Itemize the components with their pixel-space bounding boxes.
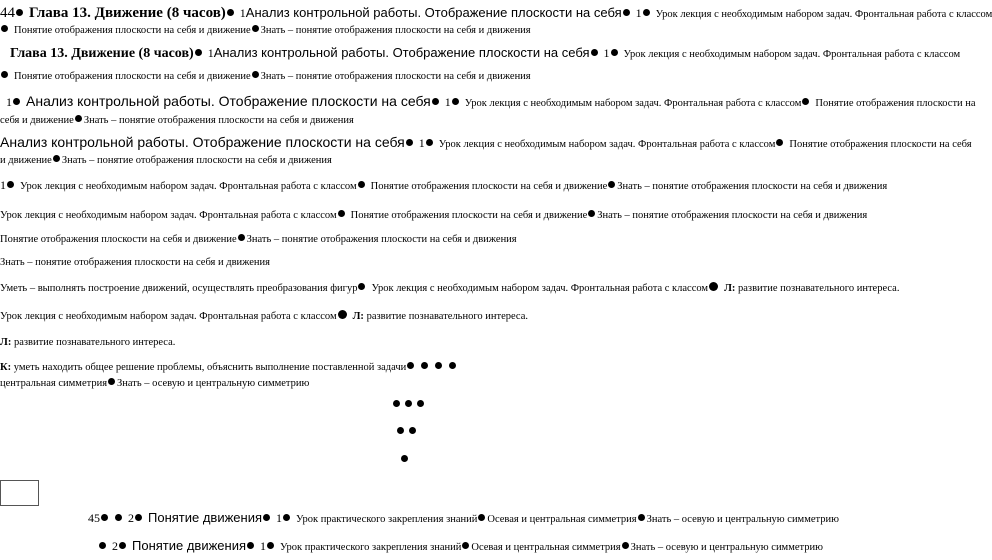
hours: 1 [260,539,267,553]
dot-icon [397,427,404,434]
row-10 [0,307,816,323]
row-2 [10,45,961,61]
hours: 2 [112,539,118,553]
bullet-icon [776,139,783,146]
hours: 1 [276,511,283,525]
lesson-type: Урок лекция с необходимым набором задач. Фронтальная работа с классом [371,283,709,294]
dot-icon [401,455,408,462]
bullet-icon [247,542,254,549]
row-44 [0,5,992,21]
concept: Понятие отображения плоскости на себя и движение [0,234,237,245]
bullet-icon [623,9,630,16]
dot-icon [405,400,412,407]
dots-group-two [397,427,416,434]
symmetry: центральная симметрия [0,378,108,389]
bullet-icon [195,49,202,56]
bullet-icon [407,362,414,369]
skill: Уметь – выполнять построение движений, осуществлять преобразования фигур [0,283,358,294]
bullet-icon [452,98,459,105]
row-4-cont [0,151,816,167]
bullet-icon [119,542,126,549]
hours: 2 [128,511,134,525]
dot-icon [409,427,416,434]
bullet-icon [611,49,618,56]
dots-group-one [401,455,408,462]
know: Знать – понятие отображения плоскости на себя и движения [260,71,531,82]
bullet-icon [449,362,456,369]
lesson-type: Урок лекция с необходимым набором задач. Фронтальная работа с классом [655,9,992,20]
bullet-icon [135,514,142,521]
bullet-icon [115,514,122,521]
row-6 [0,206,868,222]
row-12-cont [0,374,816,390]
row-2-cont [0,67,816,83]
bullet-icon [1,71,8,78]
lesson-type: Урок лекция с необходимым набором задач. Фронтальная работа с классом [0,210,337,221]
hours: 1 [207,46,214,60]
bullet-icon [435,362,442,369]
know: Знать – осевую и центральную симметрию [646,514,839,525]
row-3 [6,93,976,110]
empty-box [0,480,39,506]
lesson-type: Урок лекция с необходимым набором задач. Фронтальная работа с классом [0,311,337,322]
bullet-icon [263,514,270,521]
lesson-title: Анализ контрольной работы. Отображение плоскости на себя [26,93,431,109]
hours: 1 [603,46,610,60]
l-text: развитие познавательного интереса. [363,311,528,322]
bullet-icon [101,514,108,521]
topic: Понятие движения [148,510,263,525]
row-8 [0,253,816,269]
bullet-icon [421,362,428,369]
lesson-type: Урок лекция с необходимым набором задач. Фронтальная работа с классом [438,139,776,150]
hours: 1 [635,6,642,20]
chapter-title: Глава 13. Движение (8 часов) [29,5,226,21]
hours: 1 [0,178,6,192]
k-text: уметь находить общее решение проблемы, объяснить выполнение поставленной задачи [11,362,407,373]
bullet-icon [99,542,106,549]
concept: Понятие отображения плоскости на себя и движение [14,25,251,36]
bullet-icon [643,9,650,16]
hours: 1 [239,6,246,20]
row-12 [0,358,816,374]
dot-icon [417,400,424,407]
row-11 [0,333,816,349]
bullet-icon [338,210,345,217]
bullet-icon [267,542,274,549]
row-14 [98,538,823,554]
bullet-icon [1,25,8,32]
know: Знать – понятие отображения плоскости на себя и движения [61,155,332,166]
bullet-icon [16,9,23,16]
content: Осевая и центральная симметрия [487,514,637,525]
know: Знать – понятие отображения плоскости на себя и движения [260,25,531,36]
bullet-icon [283,514,290,521]
know: Знать – осевую и центральную симметрию [630,542,823,553]
row-9 [0,279,900,295]
bullet-icon [638,514,645,521]
bullet-icon [406,139,413,146]
hours: 1 [6,95,12,109]
lesson-type: Урок лекция с необходимым набором задач. Фронтальная работа с классом [623,49,961,60]
concept-end: и движение [0,155,52,166]
topic: Понятие движения [132,538,247,553]
bullet-icon [53,155,60,162]
bullet-icon [426,139,433,146]
lesson-title: Анализ контрольной работы. Отображение плоскости на себя [0,134,405,150]
lesson-title: Анализ контрольной работы. Отображение плоскости на себя [245,5,622,20]
l-label: Л: [0,337,12,348]
lesson-title: Анализ контрольной работы. Отображение плоскости на себя [213,45,590,60]
bullet-icon [588,210,595,217]
chapter-title: Глава 13. Движение (8 часов) [10,46,194,61]
row-7 [0,230,816,246]
concept-start: Понятие отображения плоскости на [815,98,976,109]
bullet-icon [108,378,115,385]
bullet-icon [478,514,485,521]
bullet-icon [608,181,615,188]
bullet-icon [802,98,809,105]
know: Знать – понятие отображения плоскости на себя и движения [83,115,354,126]
row-3-cont [0,111,816,127]
bullet-icon [358,283,365,290]
bullet-icon [622,542,629,549]
know: Знать – понятие отображения плоскости на себя и движения [597,210,868,221]
hours: 1 [444,95,451,109]
lesson-number: 45 [88,511,100,525]
lesson-type: Урок лекция с необходимым набором задач. Фронтальная работа с классом [20,181,357,192]
dot-icon [393,400,400,407]
bullet-icon [252,25,259,32]
concept-end: себя и движение [0,115,74,126]
lesson-type: Урок практического закрепления знаний [280,542,462,553]
l-text: развитие познавательного интереса. [735,283,900,294]
concept: Понятие отображения плоскости на себя и движение [350,210,588,221]
content: Осевая и центральная симметрия [471,542,621,553]
bullet-icon [7,181,14,188]
l-label: Л: [724,283,736,294]
know: Знать – понятие отображения плоскости на себя и движения [0,257,270,268]
bullet-icon [338,310,347,319]
hours: 1 [418,136,425,150]
concept: Понятие отображения плоскости на себя и движение [370,181,608,192]
bullet-icon [709,282,718,291]
bullet-icon [358,181,365,188]
bullet-icon [432,98,439,105]
know-symmetry: Знать – осевую и центральную симметрию [117,378,310,389]
bullet-icon [591,49,598,56]
concept-start: Понятие отображения плоскости на себя [789,139,972,150]
lesson-number: 44 [0,5,15,21]
row-45 [88,510,839,526]
bullet-icon [252,71,259,78]
dots-group-three [393,400,424,407]
bullet-icon [238,234,245,241]
l-text: развитие познавательного интереса. [11,337,176,348]
bullet-icon [462,542,469,549]
k-label: К: [0,362,12,373]
row-5 [0,177,888,193]
know: Знать – понятие отображения плоскости на себя и движения [246,234,517,245]
row-4 [0,134,972,151]
lesson-type: Урок практического закрепления знаний [296,514,478,525]
bullet-icon [13,98,20,105]
concept: Понятие отображения плоскости на себя и движение [14,71,251,82]
row-44-cont [0,21,816,37]
bullet-icon [75,115,82,122]
know: Знать – понятие отображения плоскости на себя и движения [617,181,888,192]
bullet-icon [227,9,234,16]
lesson-type: Урок лекция с необходимым набором задач. Фронтальная работа с классом [464,98,802,109]
l-label: Л: [352,311,364,322]
